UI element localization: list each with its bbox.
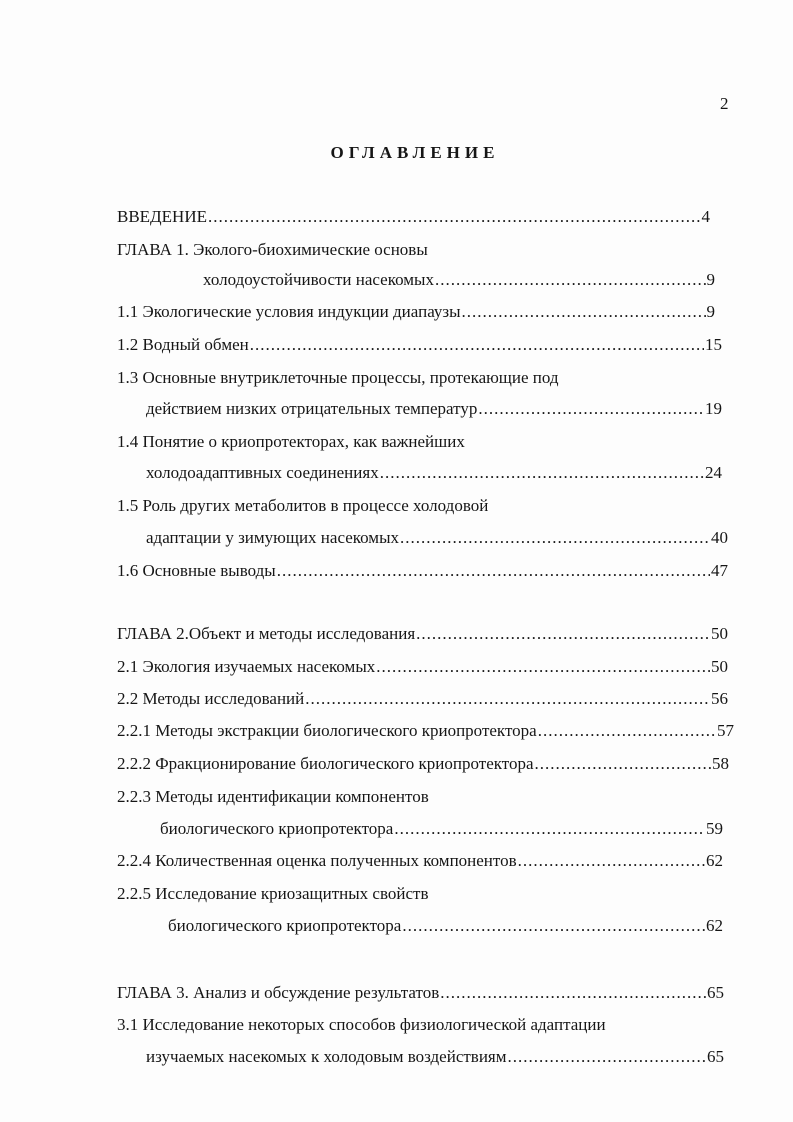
- toc-entry-page: 65: [707, 983, 724, 1002]
- toc-entry-label: 1.1 Экологические условия индукции диапаузы: [117, 302, 461, 321]
- page-number: 2: [720, 94, 729, 113]
- toc-entry-2-2-1: [117, 721, 734, 741]
- toc-leader-dots: [538, 721, 716, 741]
- toc-leader-dots: [394, 819, 705, 839]
- toc-entry-label: 1.4 Понятие о криопротекторах, как важнейших: [117, 432, 465, 451]
- toc-leader-dots: [535, 754, 711, 774]
- toc-entry-page: 62: [706, 851, 723, 870]
- toc-entry-page: 65: [707, 1047, 724, 1066]
- toc-entry-page: 9: [706, 270, 715, 289]
- toc-entry-2-2-4: [117, 851, 723, 871]
- toc-entry-label: 2.2.2 Фракционирование биологического криопротектора: [117, 754, 534, 773]
- toc-leader-dots: [416, 624, 710, 644]
- toc-leader-dots: [478, 399, 704, 419]
- toc-leader-dots: [305, 689, 710, 709]
- toc-title: ОГЛАВЛЕНИЕ: [330, 143, 500, 162]
- toc-entry-label: изучаемых насекомых к холодовым воздействиям: [146, 1047, 507, 1066]
- toc-entry-3-1: [117, 1015, 606, 1035]
- toc-entry-2-1: [117, 657, 728, 677]
- toc-entry-page: 19: [705, 399, 722, 418]
- toc-leader-dots: [400, 528, 710, 548]
- toc-entry-1-6: [117, 561, 728, 581]
- toc-entry-label: 2.2.1 Методы экстракции биологического криопротектора: [117, 721, 537, 740]
- toc-leader-dots: [435, 270, 706, 290]
- toc-leader-dots: [402, 916, 705, 936]
- toc-entry-page: 47: [711, 561, 728, 580]
- toc-entry-1-4-cont: [146, 463, 722, 483]
- toc-entry-label: 1.6 Основные выводы: [117, 561, 276, 580]
- toc-entry-page: 40: [711, 528, 728, 547]
- toc-entry-page: 50: [711, 657, 728, 676]
- toc-entry-chapter-1-cont: [203, 270, 715, 290]
- toc-entry-2-2-2: [117, 754, 729, 774]
- toc-entry-label: 2.2.4 Количественная оценка полученных компонентов: [117, 851, 517, 870]
- toc-entry-page: 15: [705, 335, 722, 354]
- toc-entry-page: 57: [717, 721, 734, 740]
- toc-entry-page: 59: [706, 819, 723, 838]
- toc-entry-2-2: [117, 689, 728, 709]
- toc-entry-1-1: [117, 302, 715, 322]
- toc-leader-dots: [518, 851, 705, 871]
- toc-entry-2-2-5: [117, 884, 428, 904]
- toc-leader-dots: [380, 463, 704, 483]
- toc-entry-label: 1.2 Водный обмен: [117, 335, 249, 354]
- toc-entry-chapter-2: [117, 624, 728, 644]
- toc-leader-dots: [508, 1047, 707, 1067]
- toc-entry-page: 56: [711, 689, 728, 708]
- toc-entry-page: 62: [706, 916, 723, 935]
- toc-entry-introduction: [117, 207, 710, 227]
- toc-entry-page: 50: [711, 624, 728, 643]
- toc-entry-label: ГЛАВА 1. Эколого-биохимические основы: [117, 240, 428, 259]
- toc-entry-chapter-3: [117, 983, 724, 1003]
- toc-entry-label: холодоустойчивости насекомых: [203, 270, 434, 289]
- toc-entry-label: 2.2.5 Исследование криозащитных свойств: [117, 884, 429, 903]
- toc-entry-label: биологического криопротектора: [160, 819, 394, 838]
- toc-entry-1-3-cont: [146, 399, 722, 419]
- toc-entry-page: 9: [706, 302, 715, 321]
- toc-entry-label: холодоадаптивных соединениях: [146, 463, 379, 482]
- toc-entry-label: 1.5 Роль других метаболитов в процессе холодовой: [117, 496, 489, 515]
- toc-entry-1-4: [117, 432, 465, 452]
- toc-entry-label: 2.1 Экология изучаемых насекомых: [117, 657, 376, 676]
- toc-entry-label: 2.2 Методы исследований: [117, 689, 305, 708]
- toc-entry-1-5: [117, 496, 488, 516]
- toc-entry-1-5-cont: [146, 528, 728, 548]
- toc-leader-dots: [440, 983, 706, 1003]
- toc-leader-dots: [250, 335, 704, 355]
- toc-entry-page: 58: [712, 754, 729, 773]
- toc-entry-3-1-cont: [146, 1047, 724, 1067]
- toc-entry-1-3: [117, 368, 559, 388]
- toc-entry-2-2-3-cont: [160, 819, 723, 839]
- toc-entry-2-2-5-cont: [168, 916, 723, 936]
- toc-entry-chapter-1: [117, 240, 428, 260]
- toc-leader-dots: [277, 561, 710, 581]
- toc-entry-label: 1.3 Основные внутриклеточные процессы, протекающие под: [117, 368, 559, 387]
- toc-entry-label: ВВЕДЕНИЕ: [117, 207, 207, 226]
- toc-entry-label: биологического криопротектора: [168, 916, 402, 935]
- toc-entry-2-2-3: [117, 787, 429, 807]
- toc-entry-label: адаптации у зимующих насекомых: [146, 528, 399, 547]
- toc-entry-label: 3.1 Исследование некоторых способов физиологической адаптации: [117, 1015, 606, 1034]
- toc-entry-label: 2.2.3 Методы идентификации компонентов: [117, 787, 429, 806]
- toc-entry-1-2: [117, 335, 722, 355]
- toc-entry-label: ГЛАВА 3. Анализ и обсуждение результатов: [117, 983, 440, 1002]
- toc-entry-page: 4: [701, 207, 710, 226]
- toc-entry-label: действием низких отрицательных температур: [146, 399, 478, 418]
- toc-leader-dots: [376, 657, 710, 677]
- toc-leader-dots: [462, 302, 706, 322]
- toc-entry-label: ГЛАВА 2.Объект и методы исследования: [117, 624, 416, 643]
- toc-entry-page: 24: [705, 463, 722, 482]
- toc-leader-dots: [208, 207, 701, 227]
